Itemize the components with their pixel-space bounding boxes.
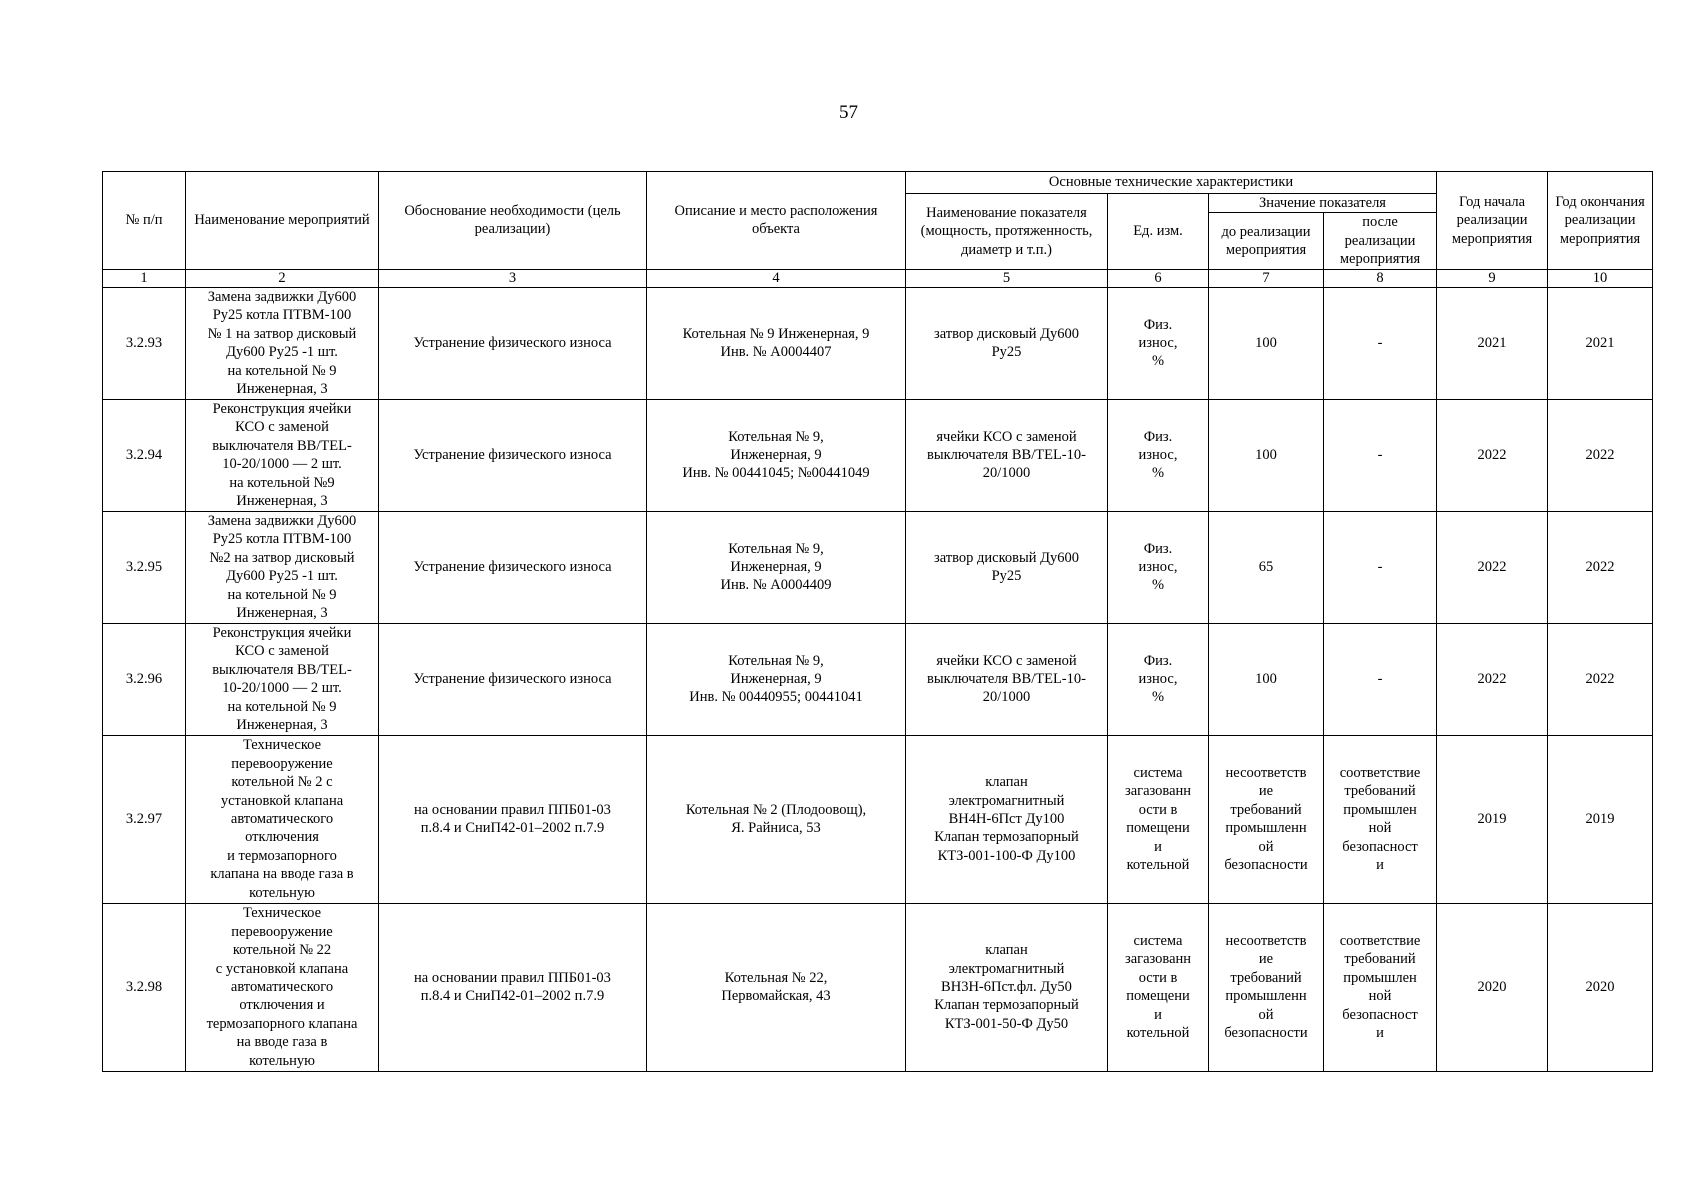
table-row (103, 399, 1653, 511)
row-name: Техническое перевооружение котельной № 22 с установкой клапана автоматического отключения и термозапорного клапана на вводе газа в котельную (186, 903, 379, 1071)
header-indicator-name: Наименование показателя (мощность, протяженность, диаметр и т.п.) (906, 194, 1108, 270)
column-number: 5 (906, 269, 1108, 287)
row-end-year: 2022 (1548, 511, 1653, 623)
table-body (103, 287, 1653, 1071)
row-num: 3.2.98 (103, 903, 186, 1071)
row-indicator: ячейки КСО с заменой выключателя ВВ/TEL-10- 20/1000 (906, 399, 1108, 511)
table-header (103, 172, 1653, 288)
row-indicator: ячейки КСО с заменой выключателя ВВ/TEL-10- 20/1000 (906, 623, 1108, 735)
row-indicator: затвор дисковый Ду600 Ру25 (906, 511, 1108, 623)
column-number: 7 (1209, 269, 1324, 287)
column-number-row (103, 269, 1653, 287)
row-unit: Физ. износ, % (1108, 623, 1209, 735)
row-description: Котельная № 9, Инженерная, 9 Инв. № 00440955; 00441041 (647, 623, 906, 735)
row-name: Реконструкция ячейки КСО с заменой выключателя ВВ/TEL- 10-20/1000 — 2 шт. на котельной № 9 Инженерная, 3 (186, 623, 379, 735)
row-before: несоответств ие требований промышленн ой безопасности (1209, 735, 1324, 903)
row-end-year: 2022 (1548, 399, 1653, 511)
row-before: 100 (1209, 623, 1324, 735)
table-row (103, 903, 1653, 1071)
row-num: 3.2.97 (103, 735, 186, 903)
table-row (103, 735, 1653, 903)
row-num: 3.2.93 (103, 287, 186, 399)
header-tech-main: Основные технические характеристики (906, 172, 1437, 194)
row-before: 100 (1209, 399, 1324, 511)
measures-table (102, 171, 1653, 1072)
row-justification: на основании правил ППБ01-03 п.8.4 и СниП42-01–2002 п.7.9 (379, 903, 647, 1071)
row-end-year: 2020 (1548, 903, 1653, 1071)
row-description: Котельная № 2 (Плодоовощ), Я. Райниса, 53 (647, 735, 906, 903)
row-after: - (1324, 511, 1437, 623)
column-number: 8 (1324, 269, 1437, 287)
header-description: Описание и место расположения объекта (647, 172, 906, 270)
row-justification: на основании правил ППБ01-03 п.8.4 и СниП42-01–2002 п.7.9 (379, 735, 647, 903)
row-description: Котельная № 9 Инженерная, 9 Инв. № А0004407 (647, 287, 906, 399)
row-name: Техническое перевооружение котельной № 2 с установкой клапана автоматического отключения и термозапорного клапана на вводе газа в котельную (186, 735, 379, 903)
header-after: после реализации мероприятия (1324, 213, 1437, 269)
header-num: № п/п (103, 172, 186, 270)
row-after: - (1324, 287, 1437, 399)
row-start-year: 2022 (1437, 623, 1548, 735)
table-row (103, 287, 1653, 399)
row-unit: Физ. износ, % (1108, 511, 1209, 623)
header-name: Наименование мероприятий (186, 172, 379, 270)
column-number: 3 (379, 269, 647, 287)
header-justification: Обоснование необходимости (цель реализации) (379, 172, 647, 270)
column-number: 9 (1437, 269, 1548, 287)
row-description: Котельная № 22, Первомайская, 43 (647, 903, 906, 1071)
row-num: 3.2.96 (103, 623, 186, 735)
row-start-year: 2019 (1437, 735, 1548, 903)
column-number: 6 (1108, 269, 1209, 287)
header-end-year: Год окончания реализации мероприятия (1548, 172, 1653, 270)
header-start-year: Год начала реализации мероприятия (1437, 172, 1548, 270)
row-after: - (1324, 623, 1437, 735)
row-unit: Физ. износ, % (1108, 287, 1209, 399)
row-start-year: 2021 (1437, 287, 1548, 399)
row-start-year: 2022 (1437, 511, 1548, 623)
row-before: несоответств ие требований промышленн ой безопасности (1209, 903, 1324, 1071)
row-start-year: 2020 (1437, 903, 1548, 1071)
column-number: 10 (1548, 269, 1653, 287)
row-after: соответствие требований промышлен ной безопасност и (1324, 903, 1437, 1071)
table-row (103, 623, 1653, 735)
column-number: 4 (647, 269, 906, 287)
row-after: соответствие требований промышлен ной безопасност и (1324, 735, 1437, 903)
row-before: 100 (1209, 287, 1324, 399)
row-after: - (1324, 399, 1437, 511)
row-name: Реконструкция ячейки КСО с заменой выключателя ВВ/TEL- 10-20/1000 — 2 шт. на котельной №9 Инженерная, 3 (186, 399, 379, 511)
row-name: Замена задвижки Ду600 Ру25 котла ПТВМ-100 № 1 на затвор дисковый Ду600 Ру25 -1 шт. на котельной № 9 Инженерная, 3 (186, 287, 379, 399)
row-description: Котельная № 9, Инженерная, 9 Инв. № А0004409 (647, 511, 906, 623)
row-end-year: 2019 (1548, 735, 1653, 903)
table-row (103, 511, 1653, 623)
row-indicator: клапан электромагнитный ВН3Н-6Пст.фл. Ду50 Клапан термозапорный КТЗ-001-50-Ф Ду50 (906, 903, 1108, 1071)
row-indicator: затвор дисковый Ду600 Ру25 (906, 287, 1108, 399)
row-justification: Устранение физического износа (379, 511, 647, 623)
row-name: Замена задвижки Ду600 Ру25 котла ПТВМ-100 №2 на затвор дисковый Ду600 Ру25 -1 шт. на котельной № 9 Инженерная, 3 (186, 511, 379, 623)
row-unit: Физ. износ, % (1108, 399, 1209, 511)
row-end-year: 2021 (1548, 287, 1653, 399)
column-number: 1 (103, 269, 186, 287)
row-unit: система загазованн ости в помещени и котельной (1108, 903, 1209, 1071)
row-num: 3.2.94 (103, 399, 186, 511)
column-number: 2 (186, 269, 379, 287)
header-before: до реализации мероприятия (1209, 213, 1324, 269)
row-num: 3.2.95 (103, 511, 186, 623)
header-unit: Ед. изм. (1108, 194, 1209, 270)
header-indicator-value: Значение показателя (1209, 194, 1437, 213)
page-number: 57 (839, 102, 858, 123)
row-justification: Устранение физического износа (379, 287, 647, 399)
row-justification: Устранение физического износа (379, 399, 647, 511)
row-justification: Устранение физического износа (379, 623, 647, 735)
row-indicator: клапан электромагнитный ВН4Н-6Пст Ду100 Клапан термозапорный КТЗ-001-100-Ф Ду100 (906, 735, 1108, 903)
row-end-year: 2022 (1548, 623, 1653, 735)
row-unit: система загазованн ости в помещени и котельной (1108, 735, 1209, 903)
row-start-year: 2022 (1437, 399, 1548, 511)
row-before: 65 (1209, 511, 1324, 623)
row-description: Котельная № 9, Инженерная, 9 Инв. № 00441045; №00441049 (647, 399, 906, 511)
